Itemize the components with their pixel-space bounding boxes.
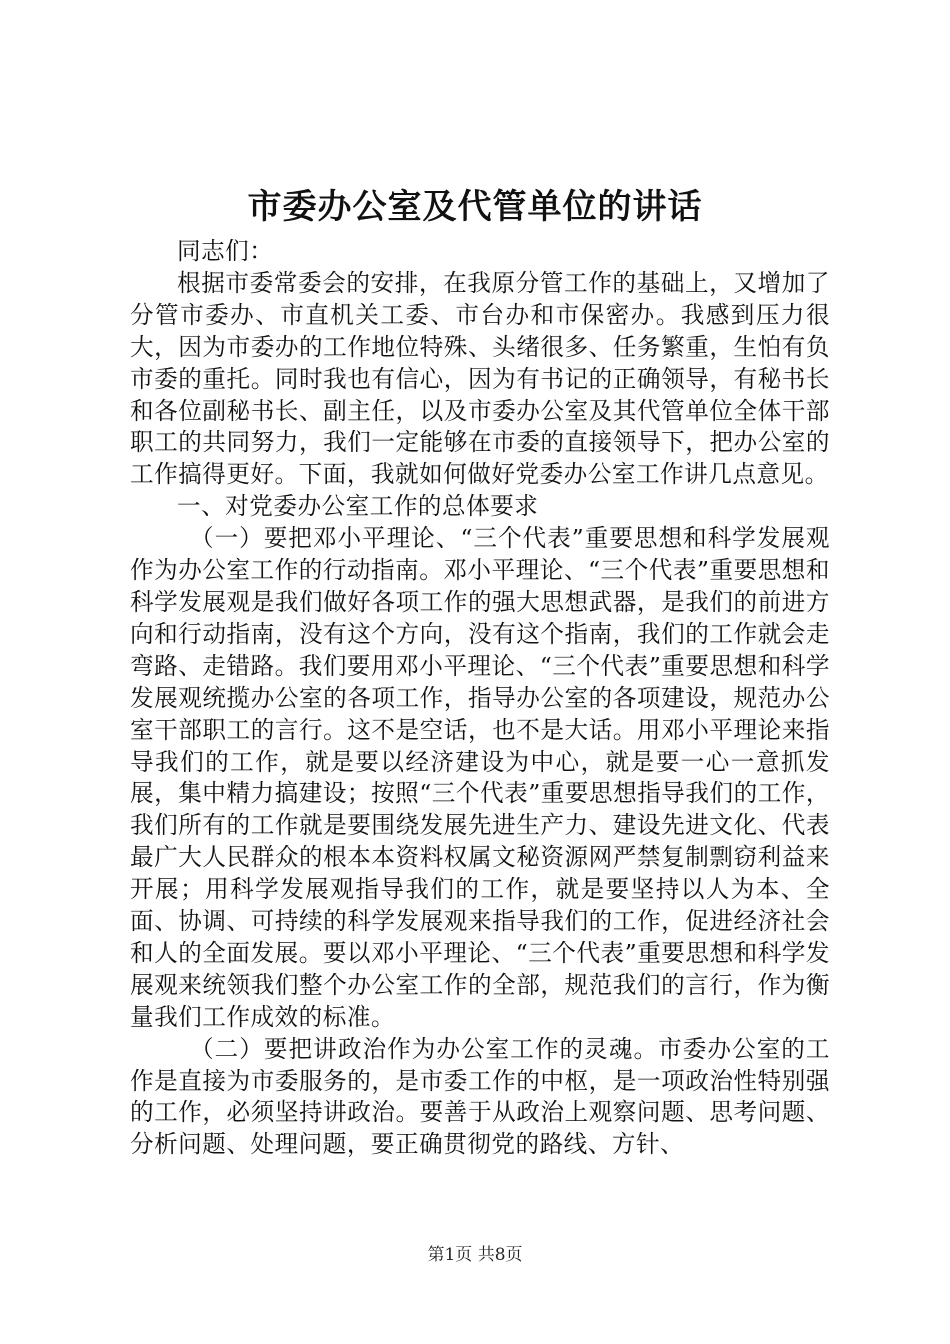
page-number-footer: 第1页 共8页 — [427, 1245, 523, 1265]
document-title: 市委办公室及代管单位的讲话 — [247, 187, 703, 227]
salutation-paragraph: 同志们： — [177, 237, 274, 265]
subsection-two-paragraph: （二）要把讲政治作为办公室工作的灵魂。市委办公室的工作是直接为市委服务的，是市委工作的中枢，是一项政治性特别强的工作，必须坚持讲政治。要善于从政治上观察问题、思考问题、分析问题、处理问题，要正确贯彻党的路线、方针、 — [130, 1034, 830, 1159]
document-body — [130, 236, 830, 1161]
intro-paragraph: 根据市委常委会的安排，在我原分管工作的基础上，又增加了分管市委办、市直机关工委、市台办和市保密办。我感到压力很大，因为市委办的工作地位特殊、头绪很多、任务繁重，生怕有负市委的重托。同时我也有信心，因为有书记的正确领导，有秘书长和各位副秘书长、副主任，以及市委办公室及其代管单位全体干部职工的共同努力，我们一定能够在市委的直接领导下，把办公室的工作搞得更好。下面，我就如何做好党委办公室工作讲几点意见。 — [130, 268, 830, 489]
subsection-one-paragraph: （一）要把邓小平理论、“三个代表”重要思想和科学发展观作为办公室工作的行动指南。邓小平理论、“三个代表”重要思想和科学发展观是我们做好各项工作的强大思想武器，是我们的前进方向和行动指南，没有这个方向，没有这个指南，我们的工作就会走弯路、走错路。我们要用邓小平理论、“三个代表”重要思想和科学发展观统揽办公室的各项工作，指导办公室的各项建设，规范办公室干部职工的言行。这不是空话，也不是大话。用邓小平理论来指导我们的工作，就是要以经济建设为中心，就是要一心一意抓发展，集中精力搞建设；按照“三个代表”重要思想指导我们的工作，我们所有的工作就是要围绕发展先进生产力、建设先进文化、代表最广大人民群众的根本本资料权属文秘资源网严禁复制剽窃利益来开展；用科学发展观指导我们的工作，就是要坚持以人为本、全面、协调、可持续的科学发展观来指导我们的工作，促进经济社会和人的全面发展。要以邓小平理论、“三个代表”重要思想和科学发展观来统领我们整个办公室工作的全部，规范我们的言行，作为衡量我们工作成效的标准。 — [130, 524, 830, 1031]
section-heading: 一、对党委办公室工作的总体要求 — [177, 492, 539, 521]
